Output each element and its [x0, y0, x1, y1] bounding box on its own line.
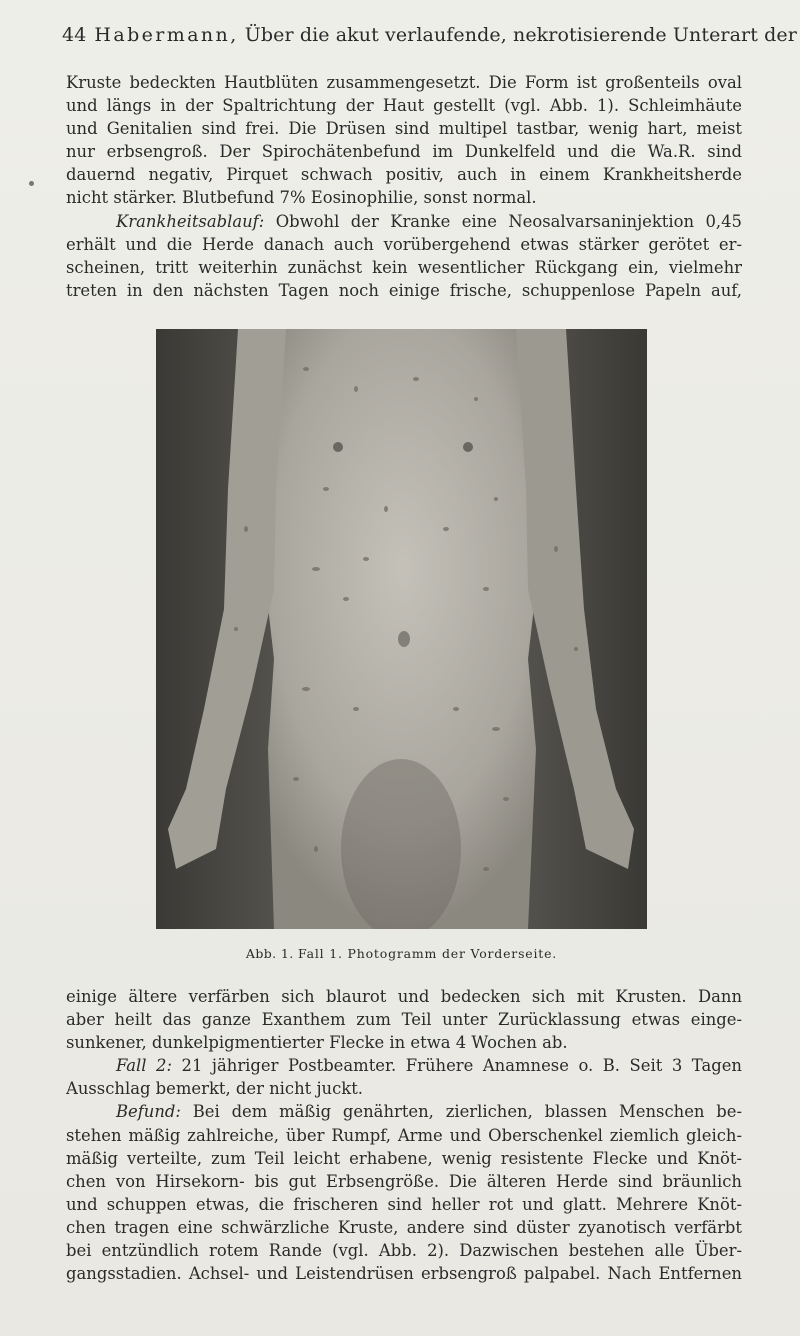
text-block-top	[66, 71, 742, 302]
text-line: und Genitalien sind frei. Die Drüsen sind multipel tastbar, wenig hart, meist	[66, 119, 742, 139]
paragraph-label: Fall 2:	[116, 1056, 172, 1076]
text-block-bottom	[66, 985, 742, 1285]
text-run: 21 jähriger Postbeamter. Frühere Anamnese o. B. Seit 3 Tagen	[181, 1056, 742, 1076]
paragraph-first-line	[66, 1054, 742, 1077]
text-line: Ausschlag bemerkt, der nicht juckt.	[66, 1079, 363, 1099]
paragraph-first-line	[66, 1100, 742, 1123]
text-line: und längs in der Spaltrichtung der Haut gestellt (vgl. Abb. 1). Schleimhäute	[66, 96, 742, 116]
text-line: bei entzündlich rotem Rande (vgl. Abb. 2). Dazwischen bestehen alle Über-	[66, 1241, 742, 1261]
text-run: Obwohl der Kranke eine Neosalvarsaninjektion 0,45	[275, 211, 742, 231]
paragraph-first-line	[66, 210, 742, 233]
text-line: stehen mäßig zahlreiche, über Rumpf, Arme und Oberschenkel ziemlich gleich-	[66, 1125, 742, 1145]
running-header	[62, 24, 797, 46]
caption-label: Abb. 1.	[245, 946, 294, 961]
text-line: scheinen, tritt weiterhin zunächst kein wesentlicher Rückgang ein, vielmehr	[66, 257, 742, 277]
text-line: aber heilt das ganze Exanthem zum Teil unter Zurücklassung etwas einge-	[66, 1010, 742, 1030]
text-run: Bei dem mäßig genährten, zierlichen, blassen Menschen be-	[192, 1102, 742, 1122]
figure-caption	[156, 946, 647, 961]
text-line: nicht stärker. Blutbefund 7% Eosinophilie, sonst normal.	[66, 188, 537, 208]
page-number: 44	[62, 24, 87, 46]
text-line: chen von Hirsekorn- bis gut Erbsengröße. Die älteren Herde sind bräunlich	[66, 1171, 742, 1191]
text-line: einige ältere verfärben sich blaurot und bedecken sich mit Krusten. Dann	[66, 987, 742, 1006]
text-line: treten in den nächsten Tagen noch einige frische, schuppenlose Papeln auf,	[66, 280, 742, 300]
photograph-illustration	[156, 329, 647, 929]
figure-photograph	[156, 329, 647, 929]
text-line: erhält und die Herde danach auch vorübergehend etwas stärker gerötet er-	[66, 234, 742, 254]
text-line: Kruste bedeckten Hautblüten zusammengesetzt. Die Form ist großenteils oval	[66, 73, 742, 92]
paragraph-label: Befund:	[116, 1102, 181, 1122]
text-line: und schuppen etwas, die frischeren sind heller rot und glatt. Mehrere Knöt-	[66, 1194, 742, 1214]
text-line: chen tragen eine schwärzliche Kruste, andere sind düster zyanotisch verfärbt	[66, 1217, 742, 1237]
paragraph-label: Krankheitsablauf:	[116, 211, 265, 231]
text-line: nur erbsengroß. Der Spirochätenbefund im Dunkelfeld und die Wa.R. sind	[66, 142, 742, 162]
header-title: Über die akut verlaufende, nekrotisierende Unterart der	[244, 24, 797, 46]
margin-mark	[29, 181, 34, 186]
text-line: dauernd negativ, Pirquet schwach positiv, auch in einem Krankheitsherde	[66, 165, 742, 185]
text-line: sunkener, dunkelpigmentierter Flecke in etwa 4 Wochen ab.	[66, 1033, 568, 1053]
text-line: gangsstadien. Achsel- und Leistendrüsen erbsengroß palpabel. Nach Entfernen	[66, 1264, 742, 1284]
text-line: mäßig verteilte, zum Teil leicht erhabene, wenig resistente Flecke und Knöt-	[66, 1148, 742, 1168]
caption-text: Fall 1. Photogramm der Vorderseite.	[297, 946, 558, 961]
header-author: Habermann,	[94, 24, 239, 46]
